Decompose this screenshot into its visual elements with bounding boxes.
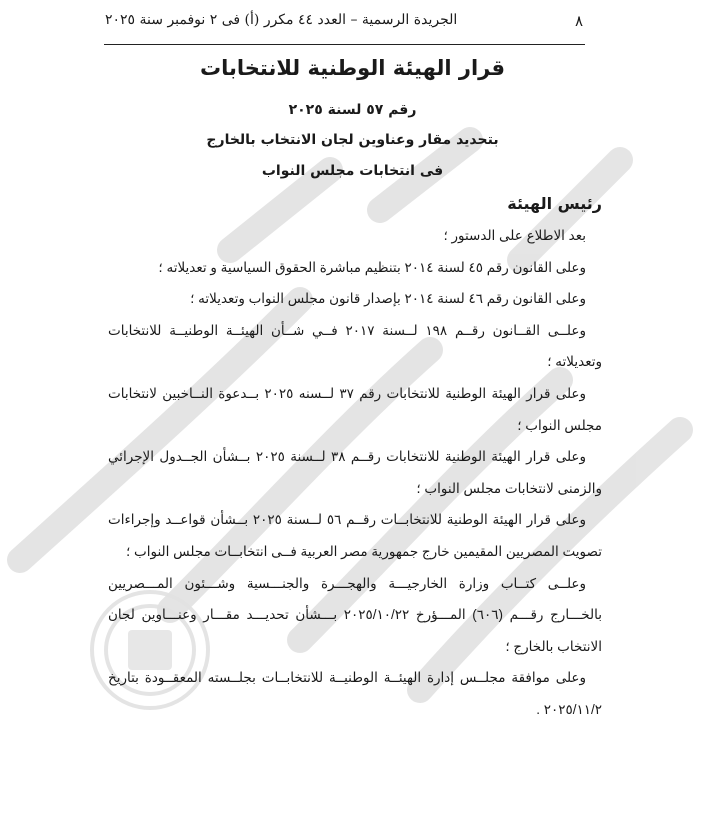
preamble-body: [108, 220, 602, 726]
gazette-header: [105, 8, 583, 38]
preamble-paragraph: بعد الاطلاع على الدستور ؛: [443, 228, 586, 243]
preamble-paragraph: وعلــى كتــاب وزارة الخارجيـــة والهجـــرة والجنـــسية وشـــئون المـــصريين بالخـــارج رقـــم (٦٠٦) المـــؤرخ ٢٠٢٥/١٠/٢٢ بـــشأن تحديـــد مقـــار وعنـــاوين لجان الانتخاب بالخارج ؛: [108, 575, 602, 654]
issuer-heading: رئيس الهيئة: [507, 194, 602, 213]
decision-number: رقم ٥٧ لسنة ٢٠٢٥: [288, 102, 417, 118]
decision-subject-line-2: فى انتخابات مجلس النواب: [261, 163, 444, 179]
issue-line: الجريدة الرسمية – العدد ٤٤ مكرر (أ) فى ٢ نوفمبر سنة ٢٠٢٥: [105, 12, 458, 28]
preamble-paragraph: وعلى القانون رقم ٤٦ لسنة ٢٠١٤ بإصدار قانون مجلس النواب وتعديلاته ؛: [190, 291, 586, 307]
preamble-paragraph: وعلى القانون رقم ٤٥ لسنة ٢٠١٤ بتنظيم مباشرة الحقوق السياسية و تعديلاته ؛: [158, 259, 586, 275]
page-number: ٨: [574, 12, 583, 30]
header-divider: [104, 44, 585, 45]
preamble-paragraph: وعلى قرار الهيئة الوطنية للانتخابات رقــم ٣٨ لــسنة ٢٠٢٥ بــشأن الجــدول الإجرائي والزمنى لانتخابات مجلس النواب ؛: [108, 449, 602, 496]
decision-subject-line-1: بتحديد مقار وعناوين لجان الانتخاب بالخارج: [206, 132, 499, 148]
preamble-paragraph: وعلى قرار الهيئة الوطنية للانتخابات رقم ٣٧ لــسنه ٢٠٢٥ بــدعوة النــاخبين لانتخابات مجلس النواب ؛: [108, 385, 602, 433]
preamble-paragraph: وعلى قرار الهيئة الوطنية للانتخابــات رقــم ٥٦ لــسنة ٢٠٢٥ بــشأن قواعــد وإجراءات تصويت المصريين المقيمين خارج جمهورية مصر العربية فــى انتخابــات مجلس النواب ؛: [108, 512, 602, 559]
decision-title: قرار الهيئة الوطنية للانتخابات: [200, 56, 505, 80]
preamble-paragraph: وعلى موافقة مجلــس إدارة الهيئــة الوطنيــة للانتخابــات بجلــسته المعقــودة بتاريخ ٢٠٢٥/١١/٢ .: [108, 670, 602, 717]
preamble-paragraph: وعلــى القــانون رقــم ١٩٨ لــسنة ٢٠١٧ فــي شــأن الهيئــة الوطنيــة للانتخابات وتعديلاته ؛: [108, 322, 602, 370]
